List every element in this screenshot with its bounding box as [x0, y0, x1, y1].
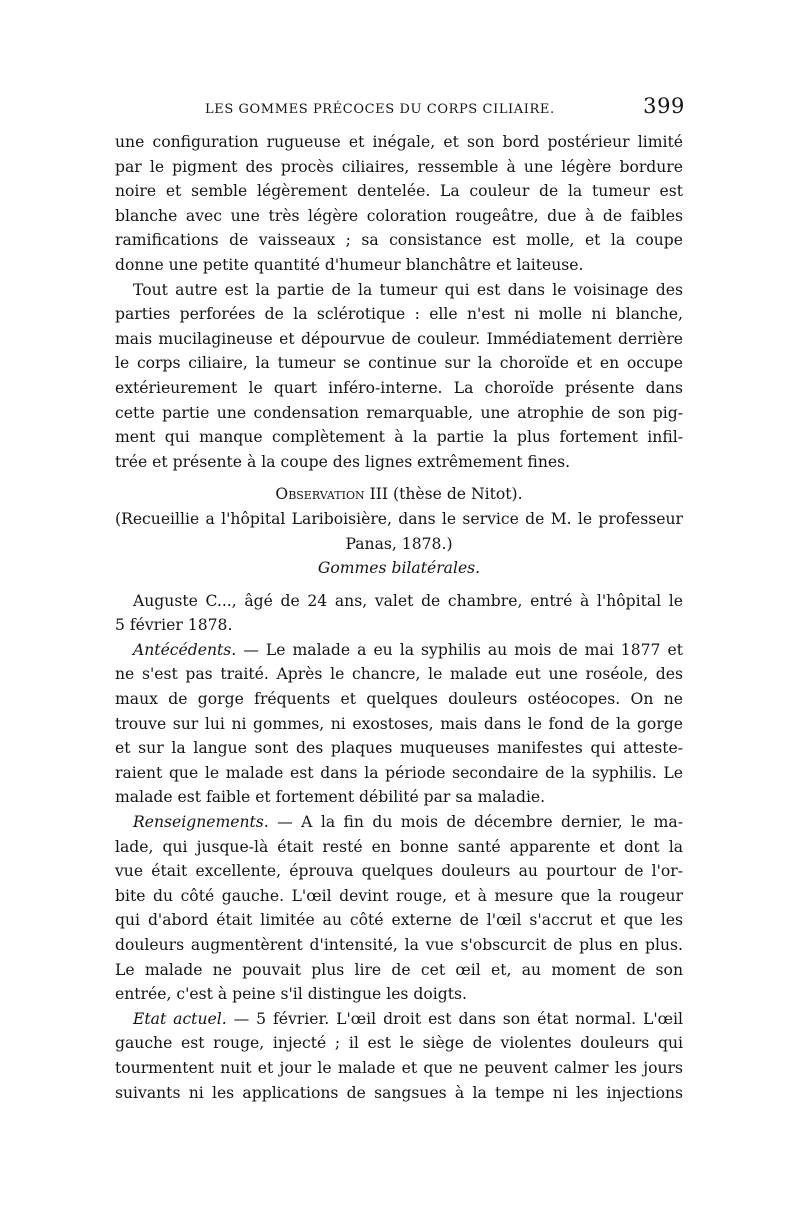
- text-line: vue était excellente, éprouva quelques douleurs au pourtour de l'or-: [115, 862, 683, 881]
- text-line: Le malade ne pouvait plus lire de cet œil et, au moment de son: [115, 960, 683, 979]
- running-head: LES GOMMES PRÉCOCES DU CORPS CILIAIRE.: [205, 102, 555, 117]
- text-line: [115, 638, 683, 663]
- observation-subtitle: Gommes bilatérales.: [317, 559, 481, 578]
- page-number: 399: [643, 94, 685, 118]
- text-line: douleurs augmentèrent d'intensité, la vue s'obscurcit de plus en plus.: [115, 936, 683, 954]
- text-line: bite du côté gauche. L'œil devint rouge, et à mesure que la rougeur: [115, 886, 683, 905]
- text-line: raient que le malade est dans la période secondaire de la syphilis. Le: [115, 763, 683, 782]
- text-line: Auguste C..., âgé de 24 ans, valet de chambre, entré à l'hôpital le: [133, 591, 683, 610]
- text-line: entrée, c'est à peine s'il distingue les doigts.: [115, 985, 467, 1004]
- paragraph-sclerotic-region: [115, 278, 683, 475]
- text-line: trée et présente à la coupe des lignes extrêmement fines.: [115, 452, 571, 471]
- text-line: [115, 810, 683, 835]
- text-line: parties perforées de la sclérotique : elle n'est ni molle ni blanche,: [115, 305, 683, 324]
- paragraph-patient: [115, 589, 683, 638]
- etat-actuel-text: — 5 février. L'œil droit est dans son état normal. L'œil: [226, 1009, 684, 1028]
- text-line: une configuration rugueuse et inégale, et son bord postérieur limité: [115, 133, 683, 151]
- antecedents-label: Antécédents.: [133, 640, 237, 659]
- text-line: noire et semble légèrement dentelée. La couleur de la tumeur est: [115, 182, 683, 201]
- page-header: [205, 94, 685, 124]
- text-line: ramifications de vaisseaux ; sa consistance est molle, et la coupe: [115, 231, 683, 250]
- text-line: suivants ni les applications de sangsues à la tempe ni les injections: [115, 1083, 683, 1102]
- text-line: par le pigment des procès ciliaires, ressemble à une légère bordure: [115, 157, 683, 176]
- text-line: lade, qui jusque-là était resté en bonne santé apparente et dont la: [115, 837, 683, 856]
- observation-heading: [115, 482, 683, 507]
- paragraph-antecedents: [115, 638, 683, 810]
- text-line: extérieurement le quart inféro-interne. La choroïde présente dans: [115, 378, 683, 397]
- text-line: donne une petite quantité d'humeur blanchâtre et laiteuse.: [115, 255, 584, 274]
- paragraph-renseignements: [115, 810, 683, 1007]
- observation-source-cont: Panas, 1878.): [345, 534, 453, 553]
- text-line: mais mucilagineuse et dépourvue de couleur. Immédiatement derrière: [115, 329, 683, 348]
- text-line: gauche est rouge, injecté ; il est le siège de violentes douleurs qui: [115, 1034, 683, 1053]
- body-text: [115, 130, 683, 1105]
- text-line: blanche avec une très légère coloration rougeâtre, due à de faibles: [115, 206, 683, 225]
- text-line: et sur la langue sont des plaques muqueuses manifestes qui atteste-: [115, 739, 683, 758]
- paragraph-tumor-description: [115, 130, 683, 278]
- text-line: maux de gorge fréquents et quelques douleurs ostéocopes. On ne: [115, 690, 683, 709]
- paragraph-etat-actuel: [115, 1007, 683, 1105]
- text-line: ne s'est pas traité. Après le chancre, le malade eut une roséole, des: [115, 665, 683, 684]
- antecedents-text: — Le malade a eu la syphilis au mois de mai 1877 et: [236, 640, 683, 659]
- text-line: qui d'abord était limitée au côté externe de l'œil s'accrut et que les: [115, 911, 683, 930]
- text-line: 5 février 1878.: [115, 616, 233, 635]
- observation-label: Observation: [275, 485, 365, 504]
- text-line: trouve sur lui ni gommes, ni exostoses, mais dans le fond de la gorge: [115, 714, 683, 733]
- text-line: le corps ciliaire, la tumeur se continue sur la choroïde et en occupe: [115, 354, 683, 373]
- text-line: tourmentent nuit et jour le malade et que ne peuvent calmer les jours: [115, 1058, 683, 1077]
- renseignements-text: — A la fin du mois de décembre dernier, le ma-: [268, 813, 683, 832]
- observation-number: III (thèse de Nitot).: [369, 485, 523, 504]
- etat-actuel-label: Etat actuel.: [133, 1009, 227, 1028]
- text-line: [115, 1007, 683, 1032]
- text-line: cette partie une condensation remarquable, une atrophie de son pig-: [115, 403, 683, 422]
- text-line: ment qui manque complètement à la partie la plus fortement infil-: [115, 428, 683, 447]
- observation-source: (Recueillie a l'hôpital Lariboisière, dans le service de M. le professeur: [115, 509, 683, 528]
- renseignements-label: Renseignements.: [133, 813, 269, 832]
- text-line: Tout autre est la partie de la tumeur qui est dans le voisinage des: [133, 280, 683, 299]
- text-line: malade est faible et fortement débilité par sa maladie.: [115, 788, 546, 807]
